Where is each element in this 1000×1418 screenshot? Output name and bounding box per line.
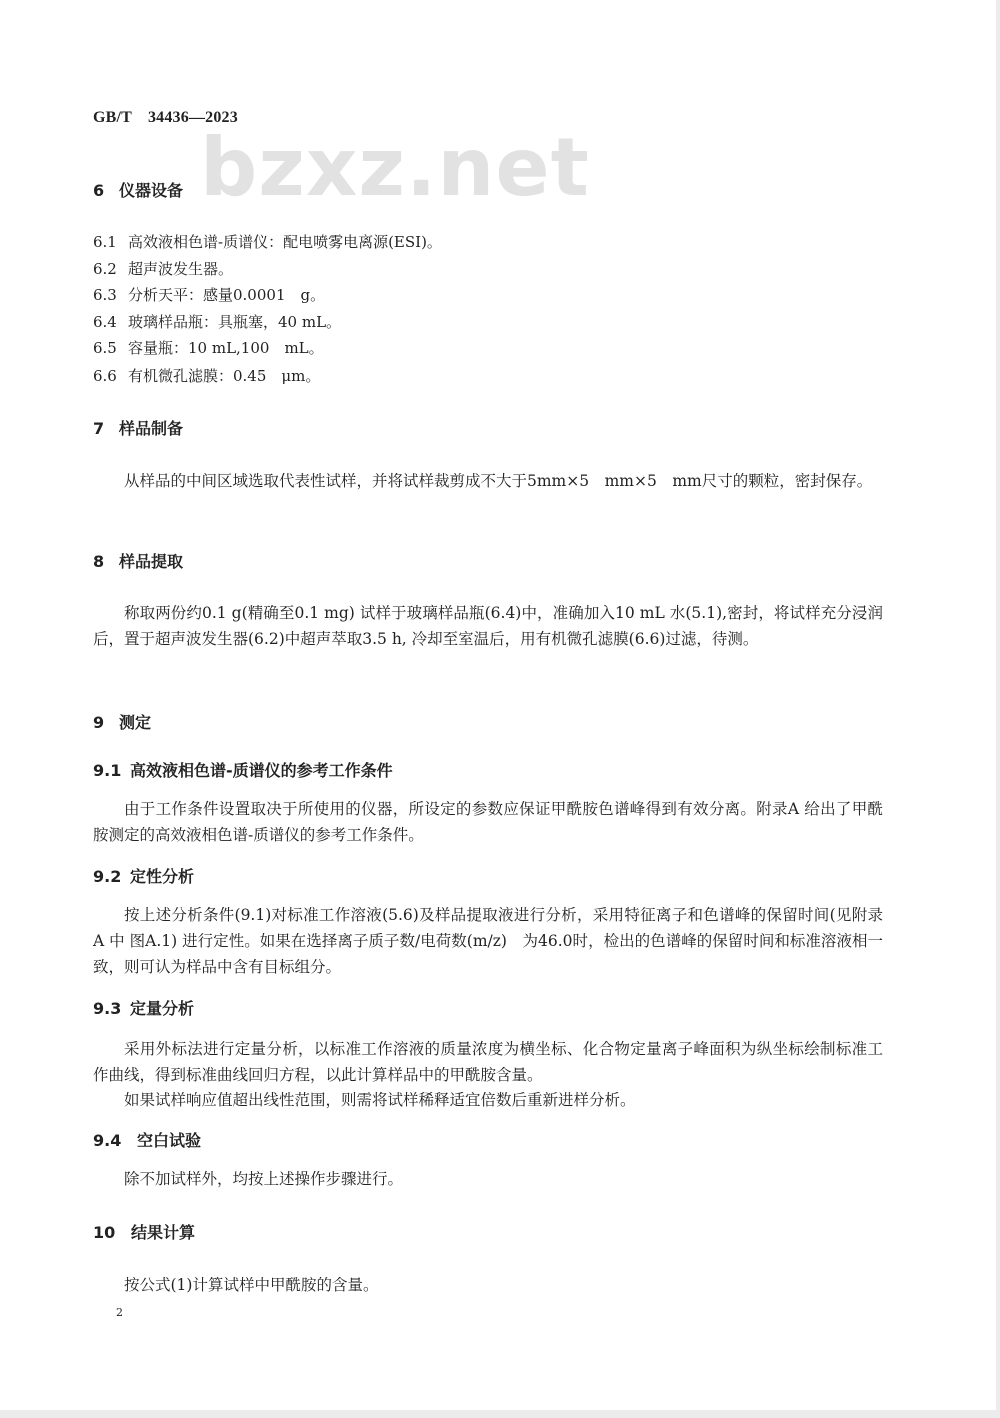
item-number: 6.4	[93, 313, 117, 331]
paragraph: 除不加试样外，均按上述操作步骤进行。	[124, 1170, 404, 1188]
item-text: 超声波发生器。	[128, 260, 234, 278]
paragraph: 按公式(1)计算试样中甲酰胺的含量。	[124, 1276, 379, 1294]
section-number: 10	[93, 1223, 116, 1242]
section-number: 9.1	[93, 761, 122, 780]
section-title: 仪器设备	[119, 181, 184, 200]
section-number: 9.4	[93, 1131, 122, 1150]
list-item	[93, 337, 324, 358]
section-number: 9.3	[93, 999, 122, 1018]
paragraph: 由于工作条件设置取决于所使用的仪器，所设定的参数应保证甲酰胺色谱峰得到有效分离。附录A 给出了甲酰胺测定的高效液相色谱-质谱仪的参考工作条件。	[93, 800, 883, 844]
item-text: 分析天平：感量0.0001 g。	[128, 286, 326, 304]
list-item	[93, 231, 442, 252]
standard-number: GB/T 34436—2023	[93, 109, 238, 126]
section-number: 9	[93, 713, 105, 732]
subsection-9-3-heading	[93, 996, 194, 1019]
item-number: 6.5	[93, 339, 117, 357]
list-item	[93, 365, 320, 386]
section-title: 空白试验	[137, 1131, 202, 1150]
item-text: 容量瓶：10 mL,100 mL。	[128, 339, 324, 357]
section-number: 9.2	[93, 867, 122, 886]
section-number: 7	[93, 419, 105, 438]
section-10-heading	[93, 1220, 195, 1243]
section-number: 6	[93, 181, 105, 200]
subsection-9-1-heading	[93, 758, 393, 781]
item-number: 6.6	[93, 367, 117, 385]
paragraph: 称取两份约0.1 g(精确至0.1 mg) 试样于玻璃样品瓶(6.4)中，准确加入10 mL 水(5.1),密封，将试样充分浸润后，置于超声波发生器(6.2)中超声萃取3.5 h, 冷却至室温后，用有机微孔滤膜(6.6)过滤，待测。	[93, 604, 883, 648]
section-title: 定性分析	[130, 867, 195, 886]
list-item	[93, 258, 233, 279]
subsection-9-2-heading	[93, 864, 194, 887]
paragraph: 如果试样响应值超出线性范围，则需将试样稀释适宜倍数后重新进样分析。	[124, 1091, 636, 1109]
section-title: 定量分析	[130, 999, 195, 1018]
item-number: 6.3	[93, 286, 117, 304]
list-item	[93, 311, 341, 332]
list-item	[93, 284, 325, 305]
paragraph: 采用外标法进行定量分析，以标准工作溶液的质量浓度为横坐标、化合物定量离子峰面积为纵坐标绘制标准工作曲线，得到标准曲线回归方程，以此计算样品中的甲酰胺含量。	[93, 1040, 883, 1084]
paragraph: 按上述分析条件(9.1)对标准工作溶液(5.6)及样品提取液进行分析，采用特征离子和色谱峰的保留时间(见附录 A 中 图A.1) 进行定性。如果在选择离子质子数/电荷数(m/z) 为46.0时，检出的色谱峰的保留时间和标准溶液相一致，则可认为样品中含有目标组分。	[93, 906, 883, 976]
item-text: 高效液相色谱-质谱仪：配电喷雾电离源(ESI)。	[128, 233, 442, 251]
item-text: 玻璃样品瓶：具瓶塞，40 mL。	[128, 313, 342, 331]
section-title: 测定	[119, 713, 152, 732]
section-title: 样品提取	[119, 552, 184, 571]
item-number: 6.2	[93, 260, 117, 278]
section-6-heading	[93, 178, 183, 201]
section-8-heading	[93, 549, 183, 572]
section-title: 高效液相色谱-质谱仪的参考工作条件	[130, 761, 393, 780]
section-title: 样品制备	[119, 419, 184, 438]
paragraph: 从样品的中间区域选取代表性试样，并将试样裁剪成不大于5mm×5 mm×5 mm尺寸的颗粒，密封保存。	[124, 472, 873, 490]
watermark: bzxz.net	[200, 121, 590, 214]
page-number: 2	[116, 1306, 123, 1319]
section-9-heading	[93, 710, 151, 733]
item-text: 有机微孔滤膜：0.45 μm。	[128, 367, 321, 385]
section-title: 结果计算	[131, 1223, 196, 1242]
item-number: 6.1	[93, 233, 117, 251]
section-7-heading	[93, 416, 183, 439]
section-number: 8	[93, 552, 105, 571]
subsection-9-4-heading	[93, 1128, 201, 1151]
